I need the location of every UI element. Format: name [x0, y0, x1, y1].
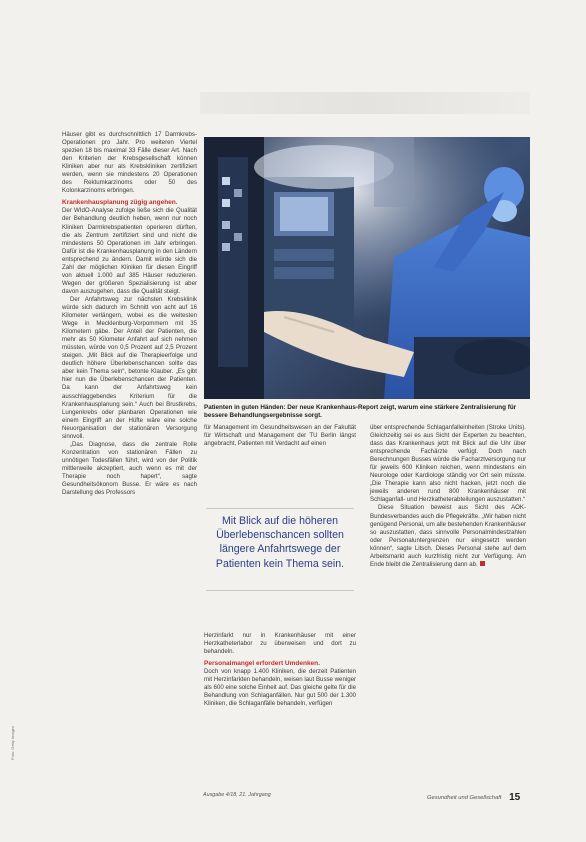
- page-footer: [427, 792, 520, 803]
- text-column-middle-top: [204, 424, 356, 448]
- text-column-middle-bottom: [204, 632, 356, 708]
- page-number: 15: [509, 792, 521, 803]
- paragraph: Doch von knapp 1.400 Kliniken, die derzeit Patienten mit Herzinfarkten behandeln, weisen laut Busse weniger als 600 eine solche Einheit auf. Das gleiche gelte für die Behandlung von Schlaganfällen. Nur gut 500 der 1.300 Kliniken, die Schlaganfälle behandeln, verfügen: [204, 668, 356, 708]
- paragraph: Häuser gibt es durchschnittlich 17 Darmkrebs-Operationen pro Jahr. Pro weiteren Viertel spezien 18 bis maximal 33 Fälle dieser Art. Nach den Kriterien der Krebsgesellschaft können Kliniken aber nur als Krebskliniken zertifiziert werden, wenn sie mindestens 20 Operationen des Rektumkarzinoms oder 50 des Kolonkarzinoms erbringen.: [62, 131, 197, 195]
- quote-rule-bottom: [206, 590, 354, 591]
- paragraph: Der WIdO-Analyse zufolge ließe sich die Qualität der Behandlung deutlich heben, wenn nur noch Kliniken Darmkrebspatienten operieren dürften, die als Zentrum zertifiziert sind und nicht die mindestens 50 Operationen im Jahr erbringen. Dafür ist die Krankenhausplanung in den Ländern entsprechend zu ändern. Damit würde sich die Zahl der möglichen Kliniken für diesen Eingriff von aktuell 1.000 auf 385 Häuser reduzieren. Wegen der größeren Spezialisierung ist aber davon auszugehen, dass die Qualität steigt.: [62, 207, 197, 295]
- faded-headline-area: [200, 92, 530, 114]
- end-of-article-mark: [480, 561, 485, 566]
- paragraph: [370, 504, 526, 568]
- surgery-photo: [204, 137, 530, 399]
- paragraph: über entsprechende Schlaganfalleinheiten (Stroke Units). Gleichzeitig sei es aus Sicht der Experten zu beachten, dass das Krankenhaus jetzt mit Blick auf die Uhr über entsprechende Fachärzte verfügt. Doch nach Berechnungen Busses würde die Facharztversorgung nur für jeweils 600 Kliniken reichen, wenn mindestens ein Neurologe oder Kardiologe ständig vor Ort sein müsste. „Die Therapie kann also nicht hacken, jetzt noch die jeweils anderen rund 800 Krankenhäuser mit Schlaganfall- und Herzkatheterabteilungen auszustatten.“: [370, 424, 526, 504]
- quote-rule-top: [206, 508, 354, 509]
- paragraph: Der Anfahrtsweg zur nächsten Krebsklinik würde sich dadurch im Schnitt von acht auf 16 Kilometer verlängern, wobei es die weitesten Wege in Mecklenburg-Vorpommern mit 35 Kilometern gäbe. Der Anteil der Patienten, die mehr als 50 Kilometer Anfahrt auf sich nehmen müssten, würde von 0,5 Prozent auf 2,5 Prozent steigen. „Mit Blick auf die Therapieerfolge und deutlich höhere Überlebenschancen sollte das aber kein Thema sein“, betonte Klauber. „Es gibt hier nun die Überlebenschancen der Patienten. Da kann der Anfahrtsweg kein ausschlaggebendes Kriterium für die Krankenhausplanung sein.“ Auch bei Brustkrebs, Lungenkrebs oder planbaren Operationen wie einem Eingriff an der Hüfte wäre eine solche Neuorganisation der stationären Versorgung sinnvoll.: [62, 295, 197, 440]
- subheading: Krankenhausplanung zügig angehen.: [62, 199, 178, 207]
- subheading: Personalmangel erfordert Umdenken.: [204, 660, 320, 668]
- operating-room-image: [204, 137, 530, 399]
- paragraph-text: Diese Situation beweist aus Sicht des AOK-Bundesverbandes auch die Pflegekräfte. „Wir haben nicht genügend Personal, um alle bestehenden Krankenhäuser so auszustatten, dass sinnvolle Personalmindestzahlen oder Personaluntergrenzen nur eingesetzt werden können“, sagte Litsch. Dieses Personal stehe auf dem Arbeitsmarkt auch kurzfristig nicht zur Verfügung. Am Ende bleibt die Zentralisierung dann ab.: [370, 504, 526, 568]
- paragraph: für Management im Gesundheitswesen an der Fakultät für Wirtschaft und Management der TU Berlin längst angebracht, Patienten mit Verdacht auf einen: [204, 424, 356, 448]
- magazine-name: Gesundheit und Gesellschaft: [427, 795, 502, 801]
- photo-credit: Foto: Getty Images: [10, 725, 15, 760]
- issue-info: Ausgabe 4/18, 21. Jahrgang: [203, 792, 271, 798]
- photo-caption: Patienten in guten Händen: Der neue Krankenhaus-Report zeigt, warum eine stärkere Zentralisierung für bessere Behandlungsergebnisse sorgt.: [204, 404, 517, 419]
- text-column-left: [62, 131, 197, 497]
- text-column-right: [370, 424, 526, 569]
- paragraph: „Das Diagnose, dass die zentrale Rolle Konzentration von stationären Fällen zu unnötigen Todesfällen führt, wird von der Politik mittlerweile akzeptiert, auch wenn es mit der Therapie noch hapert“, sagte Gesundheitsökonom Busse. Er wäre es nach Darstellung des Professors: [62, 440, 197, 497]
- pull-quote: Mit Blick auf die höheren Überlebenschancen sollten längere Anfahrtswege der Patienten kein Thema sein.: [215, 515, 345, 570]
- paragraph: Herzinfarkt nur in Krankenhäuser mit einer Herzkatheterlabor zu überweisen und dort zu behandeln.: [204, 632, 356, 656]
